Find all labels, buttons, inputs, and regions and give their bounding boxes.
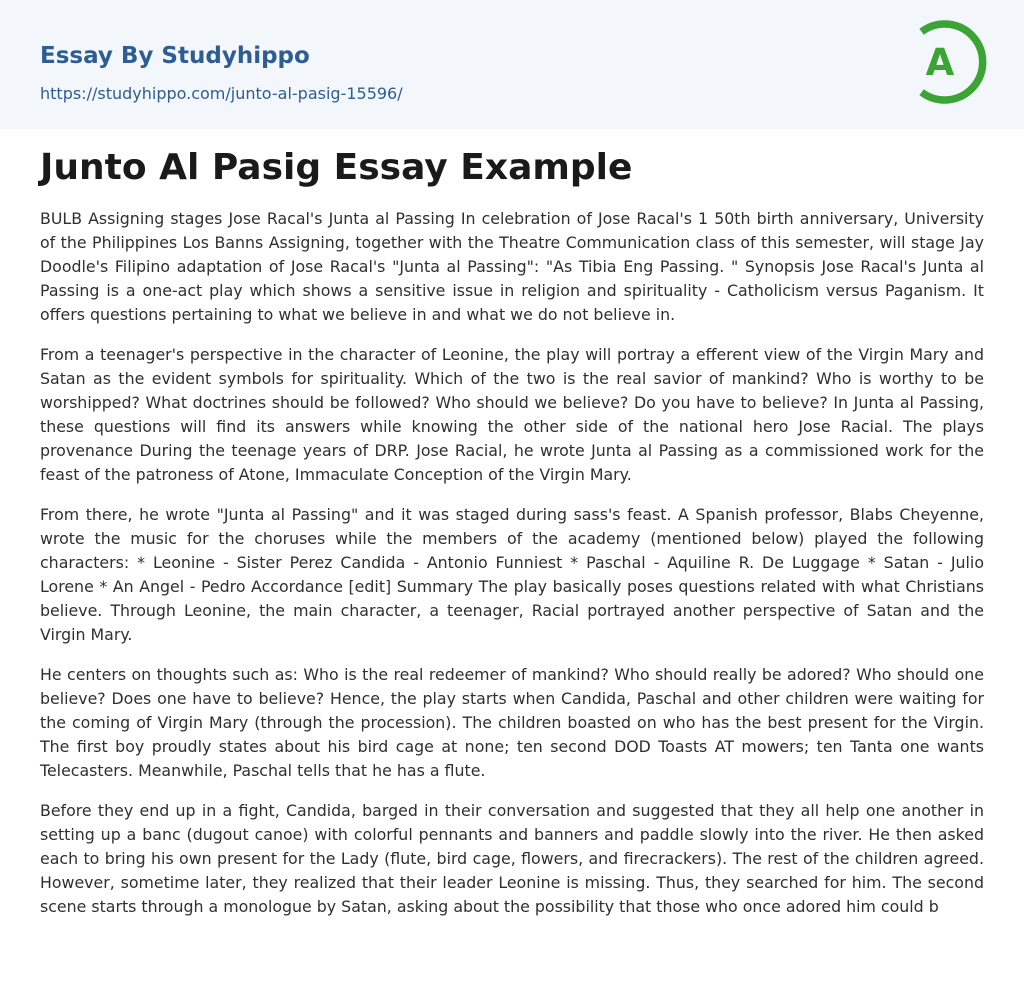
- logo-letter: A: [925, 41, 955, 84]
- site-header: [0, 0, 1024, 129]
- essay-content: [40, 140, 984, 935]
- essay-url-link[interactable]: https://studyhippo.com/junto-al-pasig-15596/: [40, 84, 403, 103]
- essay-paragraph: From a teenager's perspective in the character of Leonine, the play will portray a efferent view of the Virgin Mary and Satan as the evident symbols for spirituality. Which of the two is the real savior of mankind? Who is worthy to be worshipped? What doctrines should be followed? Who should we believe? Do you have to believe? In Junta al Passing, these questions will find its answers while knowing the other side of the national hero Jose Racial. The plays provenance During the teenage years of DRP. Jose Racial, he wrote Junta al Passing as a commissioned work for the feast of the patroness of Atone, Immaculate Conception of the Virgin Mary.: [40, 345, 984, 484]
- essay-paragraph: He centers on thoughts such as: Who is the real redeemer of mankind? Who should really be adored? Who should one believe? Does one have to believe? Hence, the play starts when Candida, Paschal and other children were waiting for the coming of Virgin Mary (through the procession). The children boasted on who has the best present for the Virgin. The first boy proudly states about his bird cage at none; ten second DOD Toasts AT mowers; ten Tanta one wants Telecasters. Meanwhile, Paschal tells that he has a flute.: [40, 665, 984, 780]
- essay-paragraph: BULB Assigning stages Jose Racal's Junta al Passing In celebration of Jose Racal's 1 50th birth anniversary, University of the Philippines Los Banns Assigning, together with the Theatre Communication class of this semester, will stage Jay Doodle's Filipino adaptation of Jose Racal's "Junta al Passing": "As Tibia Eng Passing. " Synopsis Jose Racal's Junta al Passing is a one-act play which shows a sensitive issue in religion and spirituality - Catholicism versus Paganism. It offers questions pertaining to what we believe in and what we do not believe in.: [40, 209, 984, 324]
- brand-title[interactable]: Essay By Studyhippo: [40, 43, 310, 69]
- page-title: Junto Al Pasig Essay Example: [40, 147, 633, 188]
- essay-paragraph: Before they end up in a fight, Candida, barged in their conversation and suggested that they all help one another in setting up a banc (dugout canoe) with colorful pennants and banners and paddle slowly into the river. He then asked each to bring his own present for the Lady (flute, bird cage, flowers, and firecrackers). The rest of the children agreed. However, sometime later, they realized that their leader Leonine is missing. Thus, they searched for him. The second scene starts through a monologue by Satan, asking about the possibility that those who once adored him could b: [40, 801, 984, 916]
- essay-paragraph: From there, he wrote "Junta al Passing" and it was staged during sass's feast. A Spanish professor, Blabs Cheyenne, wrote the music for the choruses while the members of the academy (mentioned below) played the following characters: * Leonine - Sister Perez Candida - Antonio Funniest * Paschal - Aquiline R. De Luggage * Satan - Julio Lorene * An Angel - Pedro Accordance [edit] Summary The play basically poses questions related with what Christians believe. Through Leonine, the main character, a teenager, Racial portrayed another perspective of Satan and the Virgin Mary.: [40, 505, 984, 644]
- studyhippo-logo-icon[interactable]: [908, 17, 988, 107]
